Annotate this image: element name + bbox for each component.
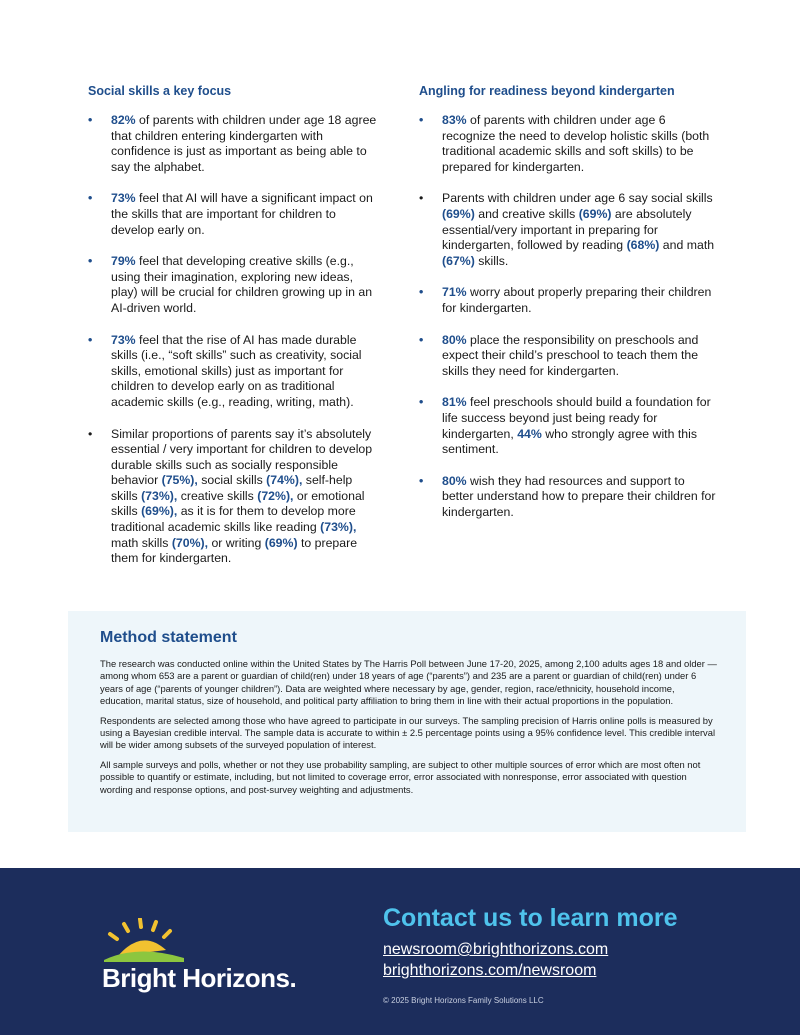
stat-highlight: 81% [442, 395, 467, 410]
method-paragraph: The research was conducted online within the United States by The Harris Poll between June 17-20, 2025, among 2,100 adults ages 18 and older — among whom 653 are a parent or guardian of child(ren) under 18 years of age (“parents”) and 235 are a parent or guardian of child(ren) under 6 years of age (“parents of younger children”). Data are weighted where necessary by age, gender, region, race/ethnicity, household income, education, marital status, size of household, and political party affiliation to bring them in line with their actual proportions in the population. [100, 658, 717, 707]
bullet-text: social skills [197, 473, 267, 488]
stat-highlight: 82% [111, 113, 136, 127]
stat-highlight: (68%) [626, 238, 660, 253]
list-item [419, 113, 719, 175]
stat-highlight: 83% [442, 113, 467, 127]
sun-rising-icon [100, 918, 190, 962]
bullet-text: Parents with children under age 6 say social skills [442, 191, 713, 206]
logo-wordmark: Bright Horizons. [102, 963, 297, 993]
stat-highlight: 80% [442, 332, 467, 347]
method-paragraph: Respondents are selected among those who have agreed to participate in our surveys. The sampling precision of Harris online polls is measured by using a Bayesian credible interval. The sample data is accurate to within ± 2.5 percentage points using a 95% confidence level. This credible interval will be wider among subsets of the surveyed population of interest. [100, 714, 716, 751]
bullet-text: wish they had resources and support to better understand how to prepare their children for kindergarten. [442, 473, 716, 519]
stat-highlight: 73% [111, 332, 136, 347]
stat-highlight: 80% [442, 473, 467, 488]
list-item [88, 427, 380, 567]
list-item [419, 191, 719, 269]
stat-highlight: (73%), [141, 488, 178, 503]
bullet-text: feel that the rise of AI has made durable skills (i.e., “soft skills” such as creativity, social skills, emotional skills) just as important for children to develop early on as traditional academic skills (e.g., reading, writing, math). [111, 332, 362, 409]
copyright-text: © 2025 Bright Horizons Family Solutions LLC [383, 996, 544, 1005]
bullet-text: feel that AI will have a significant impact on the skills that are important for children to develop early on. [111, 191, 373, 237]
bullet-text: or emotional skills [111, 488, 365, 519]
email-link[interactable]: newsroom@brighthorizons.com [383, 941, 609, 958]
stat-highlight: (67%) [442, 253, 475, 268]
stat-highlight: (69%) [578, 206, 612, 221]
stat-highlight: (74%), [266, 473, 303, 488]
bullet-text: feel that developing creative skills (e.g., using their imagination, exploring new ideas, play) will be crucial for children growing up in an AI-driven world. [111, 254, 373, 315]
list-item [88, 191, 380, 238]
list-item [88, 113, 380, 175]
left-bullet-list [88, 113, 380, 567]
bullet-marker: • [88, 191, 93, 206]
contact-block [383, 904, 678, 981]
bullet-marker: • [419, 473, 424, 488]
list-item [419, 395, 719, 457]
bright-horizons-logo [100, 918, 300, 998]
left-column-heading: Social skills a key focus [88, 84, 232, 98]
right-bullet-list [419, 113, 719, 520]
stat-highlight: (72%), [257, 488, 294, 503]
stat-highlight: (70%), [171, 535, 209, 550]
bullet-text: who strongly agree with this sentiment. [442, 426, 697, 457]
bullet-text: or writing [208, 535, 265, 550]
left-column [88, 84, 380, 583]
bullet-marker: • [419, 395, 424, 410]
bullet-text: of parents with children under age 6 recognize the need to develop holistic skills (both traditional academic skills and soft skills) to be prepared for kindergarten. [442, 113, 710, 174]
bullet-text: worry about properly preparing their children for kindergarten. [442, 285, 712, 315]
stat-highlight: 71% [442, 285, 467, 300]
bullet-text: of parents with children under age 18 agree that children entering kindergarten with confidence is just as important as being able to say the alphabet. [111, 113, 377, 174]
bullet-text: math skills [111, 535, 172, 550]
bullet-text: and creative skills [474, 206, 579, 221]
stat-highlight: (69%) [264, 535, 298, 550]
bullet-text: Similar proportions of parents say it’s absolutely essential / very important for children to develop durable skills such as socially responsible behavior [111, 426, 373, 488]
method-title: Method statement [100, 629, 237, 646]
stat-highlight: (73%), [320, 520, 357, 535]
bullet-text: and math [659, 238, 715, 253]
stat-highlight: (75%), [161, 473, 198, 488]
bullet-text: to prepare them for kindergarten. [111, 535, 358, 566]
stat-highlight: 73% [111, 191, 136, 206]
bullet-text: as it is for them to develop more traditional academic skills like reading [111, 504, 356, 535]
bullet-text: self-help skills [111, 473, 353, 503]
bullet-text: skills. [474, 253, 509, 268]
bullet-text: creative skills [177, 488, 258, 503]
stat-highlight: 79% [111, 254, 136, 269]
stat-highlight: (69%), [141, 504, 178, 519]
method-statement-box [68, 611, 746, 832]
bullet-text: feel preschools should build a foundation for life success beyond just being ready for kindergarten, [442, 395, 711, 441]
bullet-marker: • [88, 113, 93, 127]
stat-highlight: 44% [517, 426, 542, 441]
website-link[interactable]: brighthorizons.com/newsroom [383, 962, 597, 979]
contact-title: Contact us to learn more [383, 904, 678, 932]
bullet-marker: • [88, 332, 93, 347]
list-item [88, 333, 380, 411]
bullet-text: place the responsibility on preschools and expect their child’s preschool to teach them the skills they need for kindergarten. [442, 332, 699, 378]
method-paragraph: All sample surveys and polls, whether or not they use probability sampling, are subject to other multiple sources of error which are most often not possible to quantify or estimate, including, but not limited to coverage error, error associated with nonresponse, error associated with question wording and response options, and post-survey weighting and adjustments. [100, 758, 701, 795]
list-item [88, 254, 380, 316]
list-item [419, 333, 719, 380]
stat-highlight: (69%) [442, 206, 475, 221]
bullet-marker: • [419, 113, 424, 127]
right-column [419, 84, 719, 536]
bullet-text: are absolutely essential/very important in preparing for kindergarten, followed by reading [442, 206, 692, 253]
bullet-marker: • [419, 332, 424, 347]
list-item [419, 285, 719, 316]
bullet-marker: • [88, 426, 93, 441]
bullet-marker: • [419, 285, 424, 300]
right-column-heading: Angling for readiness beyond kindergarten [419, 84, 675, 98]
bullet-marker: • [88, 254, 93, 269]
footer [0, 868, 800, 1035]
bullet-marker: • [419, 191, 424, 206]
list-item [419, 474, 719, 521]
